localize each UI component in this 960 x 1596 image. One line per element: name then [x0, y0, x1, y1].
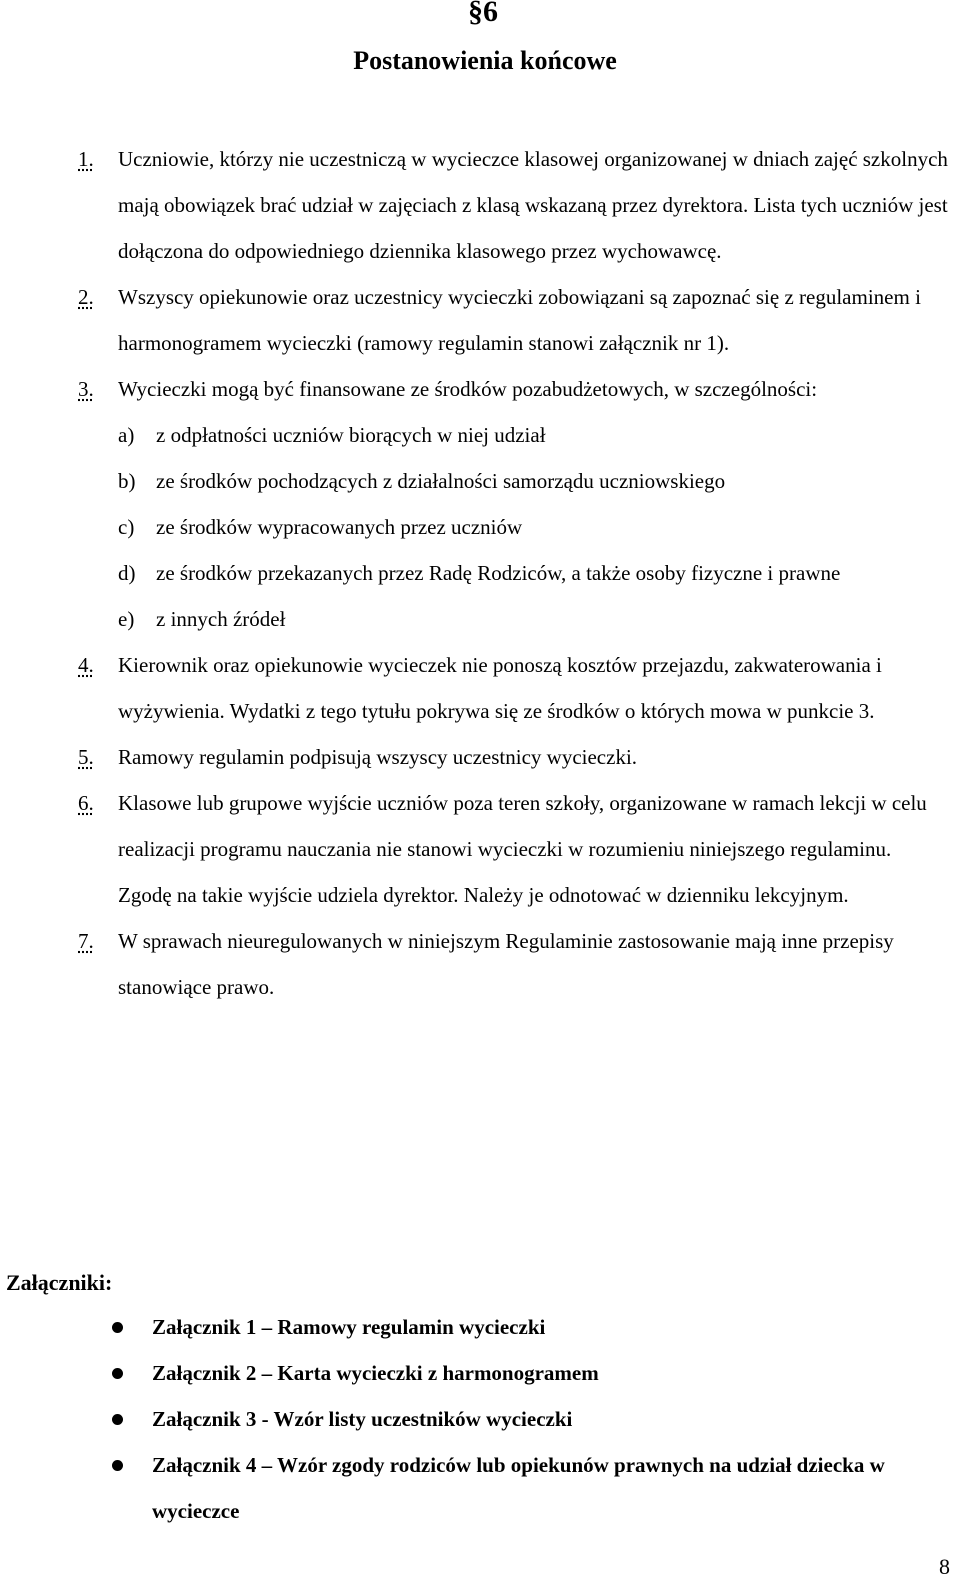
annex-text: Załącznik 2 – Karta wycieczki z harmonogramem	[152, 1361, 599, 1385]
annex-text: Załącznik 4 – Wzór zgody rodziców lub opiekunów prawnych na udział dziecka w wycieczce	[152, 1453, 885, 1523]
provision-item	[78, 136, 948, 274]
funding-source-label: a)	[118, 423, 135, 447]
annex-item	[110, 1350, 940, 1396]
funding-source-text: z odpłatności uczniów biorących w niej udział	[156, 423, 546, 447]
bullet-icon	[112, 1414, 123, 1425]
provision-item	[78, 366, 948, 642]
annex-item	[110, 1304, 940, 1350]
page-number: 8	[939, 1554, 950, 1579]
annexes-heading: Załączniki:	[6, 1270, 113, 1295]
annexes-list	[110, 1304, 940, 1534]
funding-source-item	[118, 504, 948, 550]
provision-item	[78, 918, 948, 1010]
funding-source-label: c)	[118, 515, 135, 539]
provision-text: Klasowe lub grupowe wyjście uczniów poza teren szkoły, organizowane w ramach lekcji w celu realizacji programu nauczania nie stanowi wycieczki w rozumieniu niniejszego regulaminu. Zgodę na takie wyjście udziela dyrektor. Należy je odnotować w dzienniku lekcyjnym.	[118, 791, 927, 907]
bullet-icon	[112, 1368, 123, 1379]
provision-text: Ramowy regulamin podpisują wszyscy uczestnicy wycieczki.	[118, 745, 638, 769]
provision-item	[78, 734, 948, 780]
provision-text: W sprawach nieuregulowanych w niniejszym Regulaminie zastosowanie mają inne przepisy stanowiące prawo.	[118, 929, 894, 999]
provision-text: Wycieczki mogą być finansowane ze środków pozabudżetowych, w szczególności:	[118, 377, 818, 401]
funding-source-text: ze środków wypracowanych przez uczniów	[156, 515, 523, 539]
provision-text: Uczniowie, którzy nie uczestniczą w wycieczce klasowej organizowanej w dniach zajęć szkolnych mają obowiązek brać udział w zajęciach z klasą wskazaną przez dyrektora. Lista tych uczniów jest dołączona do odpowiedniego dziennika klasowego przez wychowawcę.	[118, 147, 948, 263]
funding-source-item	[118, 458, 948, 504]
provision-number: 2.	[78, 285, 94, 309]
provision-item	[78, 642, 948, 734]
section-mark: §6	[468, 0, 498, 28]
provision-text: Wszyscy opiekunowie oraz uczestnicy wycieczki zobowiązani są zapoznać się z regulaminem i harmonogramem wycieczki (ramowy regulamin stanowi załącznik nr 1).	[118, 285, 921, 355]
provision-number: 7.	[78, 929, 94, 953]
bullet-icon	[112, 1460, 123, 1471]
funding-source-text: ze środków przekazanych przez Radę Rodziców, a także osoby fizyczne i prawne	[156, 561, 841, 585]
annex-text: Załącznik 3 - Wzór listy uczestników wycieczki	[152, 1407, 573, 1431]
funding-source-text: z innych źródeł	[156, 607, 286, 631]
provision-number: 6.	[78, 791, 94, 815]
funding-source-item	[118, 412, 948, 458]
provision-number: 3.	[78, 377, 94, 401]
provision-number: 4.	[78, 653, 94, 677]
annex-text: Załącznik 1 – Ramowy regulamin wycieczki	[152, 1315, 546, 1339]
funding-source-label: b)	[118, 469, 136, 493]
provision-item	[78, 274, 948, 366]
provision-item	[78, 780, 948, 918]
annex-item	[110, 1442, 940, 1534]
provisions-list	[78, 136, 948, 1010]
funding-source-item	[118, 596, 948, 642]
funding-source-label: d)	[118, 561, 136, 585]
provision-number: 5.	[78, 745, 94, 769]
funding-source-label: e)	[118, 607, 135, 631]
annex-item	[110, 1396, 940, 1442]
section-title: Postanowienia końcowe	[353, 46, 617, 75]
provision-text: Kierownik oraz opiekunowie wycieczek nie ponoszą kosztów przejazdu, zakwaterowania i wyżywienia. Wydatki z tego tytułu pokrywa się ze środków o których mowa w punkcie 3.	[118, 653, 882, 723]
bullet-icon	[112, 1322, 123, 1333]
funding-source-text: ze środków pochodzących z działalności samorządu uczniowskiego	[156, 469, 726, 493]
provision-number: 1.	[78, 147, 94, 171]
funding-source-item	[118, 550, 948, 596]
